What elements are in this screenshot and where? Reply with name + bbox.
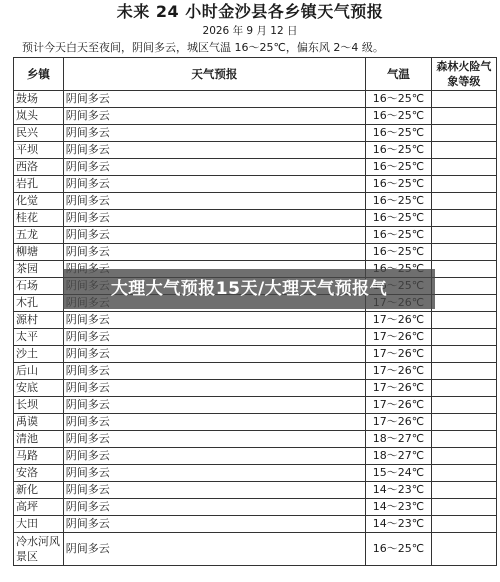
temperature-cell: 16～25℃ [366, 176, 432, 193]
fire-risk-cell [431, 346, 496, 363]
table-row [14, 244, 497, 261]
header-weather: 天气预报 [63, 58, 365, 91]
town-name: 太平 [14, 329, 64, 346]
table-row [14, 346, 497, 363]
temperature-cell: 16～25℃ [366, 159, 432, 176]
town-name: 鼓场 [14, 91, 64, 108]
weather-cell: 阴间多云 [63, 91, 365, 108]
temperature-cell: 16～25℃ [366, 108, 432, 125]
temperature-cell: 17～26℃ [366, 363, 432, 380]
weather-cell: 阴间多云 [63, 516, 365, 533]
temperature-cell: 16～25℃ [366, 210, 432, 227]
weather-cell: 阴间多云 [63, 227, 365, 244]
weather-cell: 阴间多云 [63, 397, 365, 414]
temperature-cell: 17～26℃ [366, 414, 432, 431]
table-row [14, 91, 497, 108]
header-temperature: 气温 [366, 58, 432, 91]
table-row [14, 159, 497, 176]
table-row [14, 125, 497, 142]
fire-risk-cell [431, 533, 496, 566]
weather-cell: 阴间多云 [63, 244, 365, 261]
table-row [14, 176, 497, 193]
weather-cell: 阴间多云 [63, 176, 365, 193]
weather-cell: 阴间多云 [63, 448, 365, 465]
temperature-cell: 16～25℃ [366, 91, 432, 108]
fire-risk-cell [431, 125, 496, 142]
fire-risk-cell [431, 108, 496, 125]
town-name: 安底 [14, 380, 64, 397]
forecast-table [13, 57, 497, 566]
town-name: 安洛 [14, 465, 64, 482]
town-name: 清池 [14, 431, 64, 448]
temperature-cell: 16～25℃ [366, 193, 432, 210]
fire-risk-cell [431, 176, 496, 193]
table-row [14, 210, 497, 227]
table-row [14, 227, 497, 244]
town-name: 柳塘 [14, 244, 64, 261]
town-name: 五龙 [14, 227, 64, 244]
temperature-cell: 16～25℃ [366, 533, 432, 566]
temperature-cell: 16～25℃ [366, 142, 432, 159]
fire-risk-cell [431, 227, 496, 244]
town-name: 民兴 [14, 125, 64, 142]
weather-cell: 阴间多云 [63, 210, 365, 227]
town-name: 沙土 [14, 346, 64, 363]
fire-risk-cell [431, 465, 496, 482]
fire-risk-cell [431, 261, 496, 278]
town-name: 高坪 [14, 499, 64, 516]
fire-risk-cell [431, 516, 496, 533]
weather-cell: 阴间多云 [63, 431, 365, 448]
weather-cell: 阴间多云 [63, 142, 365, 159]
temperature-cell: 18～27℃ [366, 448, 432, 465]
fire-risk-cell [431, 363, 496, 380]
weather-cell: 阴间多云 [63, 414, 365, 431]
town-name: 长坝 [14, 397, 64, 414]
town-name: 石场 [14, 278, 64, 295]
town-name: 木孔 [14, 295, 64, 312]
table-row [14, 516, 497, 533]
weather-cell: 阴间多云 [63, 482, 365, 499]
page-title: 未来 24 小时金沙县各乡镇天气预报 [116, 2, 384, 21]
weather-cell: 阴间多云 [63, 363, 365, 380]
fire-risk-cell [431, 295, 496, 312]
town-name: 平坝 [14, 142, 64, 159]
temperature-cell: 16～25℃ [366, 244, 432, 261]
forecast-summary: 预计今天白天至夜间，阴间多云，城区气温 16～25℃，偏东风 2～4 级。 [22, 41, 384, 54]
fire-risk-cell [431, 312, 496, 329]
fire-risk-cell [431, 142, 496, 159]
fire-risk-cell [431, 159, 496, 176]
weather-cell: 阴间多云 [63, 380, 365, 397]
table-row [14, 482, 497, 499]
town-name: 茶园 [14, 261, 64, 278]
table-header-row [14, 58, 497, 91]
town-name: 源村 [14, 312, 64, 329]
forecast-date: 2026 年 9 月 12 日 [202, 25, 298, 37]
table-row [14, 448, 497, 465]
fire-risk-cell [431, 414, 496, 431]
table-row [14, 312, 497, 329]
table-row [14, 431, 497, 448]
fire-risk-cell [431, 499, 496, 516]
fire-risk-cell [431, 397, 496, 414]
town-name: 桂花 [14, 210, 64, 227]
weather-cell: 阴间多云 [63, 125, 365, 142]
header-fire-risk: 森林火险气象等级 [431, 58, 496, 91]
town-name: 冷水河风景区 [14, 533, 64, 566]
weather-cell: 阴间多云 [63, 465, 365, 482]
fire-risk-cell [431, 482, 496, 499]
weather-cell: 阴间多云 [63, 499, 365, 516]
town-name: 禹谟 [14, 414, 64, 431]
table-row [14, 533, 497, 566]
temperature-cell: 17～26℃ [366, 346, 432, 363]
fire-risk-cell [431, 448, 496, 465]
temperature-cell: 17～26℃ [366, 312, 432, 329]
temperature-cell: 15～24℃ [366, 465, 432, 482]
table-row [14, 380, 497, 397]
weather-cell: 阴间多云 [63, 108, 365, 125]
temperature-cell: 17～26℃ [366, 380, 432, 397]
weather-cell: 阴间多云 [63, 346, 365, 363]
fire-risk-cell [431, 431, 496, 448]
table-row [14, 397, 497, 414]
temperature-cell: 14～23℃ [366, 516, 432, 533]
temperature-cell: 14～23℃ [366, 499, 432, 516]
weather-cell: 阴间多云 [63, 312, 365, 329]
watermark-banner: 大理大气预报15天/大理天气预报气 [63, 269, 435, 309]
table-row [14, 142, 497, 159]
temperature-cell: 17～26℃ [366, 329, 432, 346]
town-name: 化觉 [14, 193, 64, 210]
fire-risk-cell [431, 210, 496, 227]
temperature-cell: 16～25℃ [366, 125, 432, 142]
temperature-cell: 16～25℃ [366, 227, 432, 244]
town-name: 马路 [14, 448, 64, 465]
weather-cell: 阴间多云 [63, 159, 365, 176]
town-name: 新化 [14, 482, 64, 499]
fire-risk-cell [431, 244, 496, 261]
weather-cell: 阴间多云 [63, 193, 365, 210]
table-row [14, 499, 497, 516]
table-body [14, 91, 497, 566]
fire-risk-cell [431, 91, 496, 108]
table-row [14, 363, 497, 380]
fire-risk-cell [431, 278, 496, 295]
fire-risk-cell [431, 329, 496, 346]
table-row [14, 329, 497, 346]
fire-risk-cell [431, 193, 496, 210]
town-name: 岩孔 [14, 176, 64, 193]
fire-risk-cell [431, 380, 496, 397]
table-row [14, 108, 497, 125]
town-name: 后山 [14, 363, 64, 380]
table-row [14, 193, 497, 210]
header-town: 乡镇 [14, 58, 64, 91]
town-name: 西洛 [14, 159, 64, 176]
temperature-cell: 18～27℃ [366, 431, 432, 448]
town-name: 大田 [14, 516, 64, 533]
temperature-cell: 14～23℃ [366, 482, 432, 499]
weather-cell: 阴间多云 [63, 533, 365, 566]
temperature-cell: 17～26℃ [366, 397, 432, 414]
town-name: 岚头 [14, 108, 64, 125]
weather-cell: 阴间多云 [63, 329, 365, 346]
table-row [14, 414, 497, 431]
table-row [14, 465, 497, 482]
